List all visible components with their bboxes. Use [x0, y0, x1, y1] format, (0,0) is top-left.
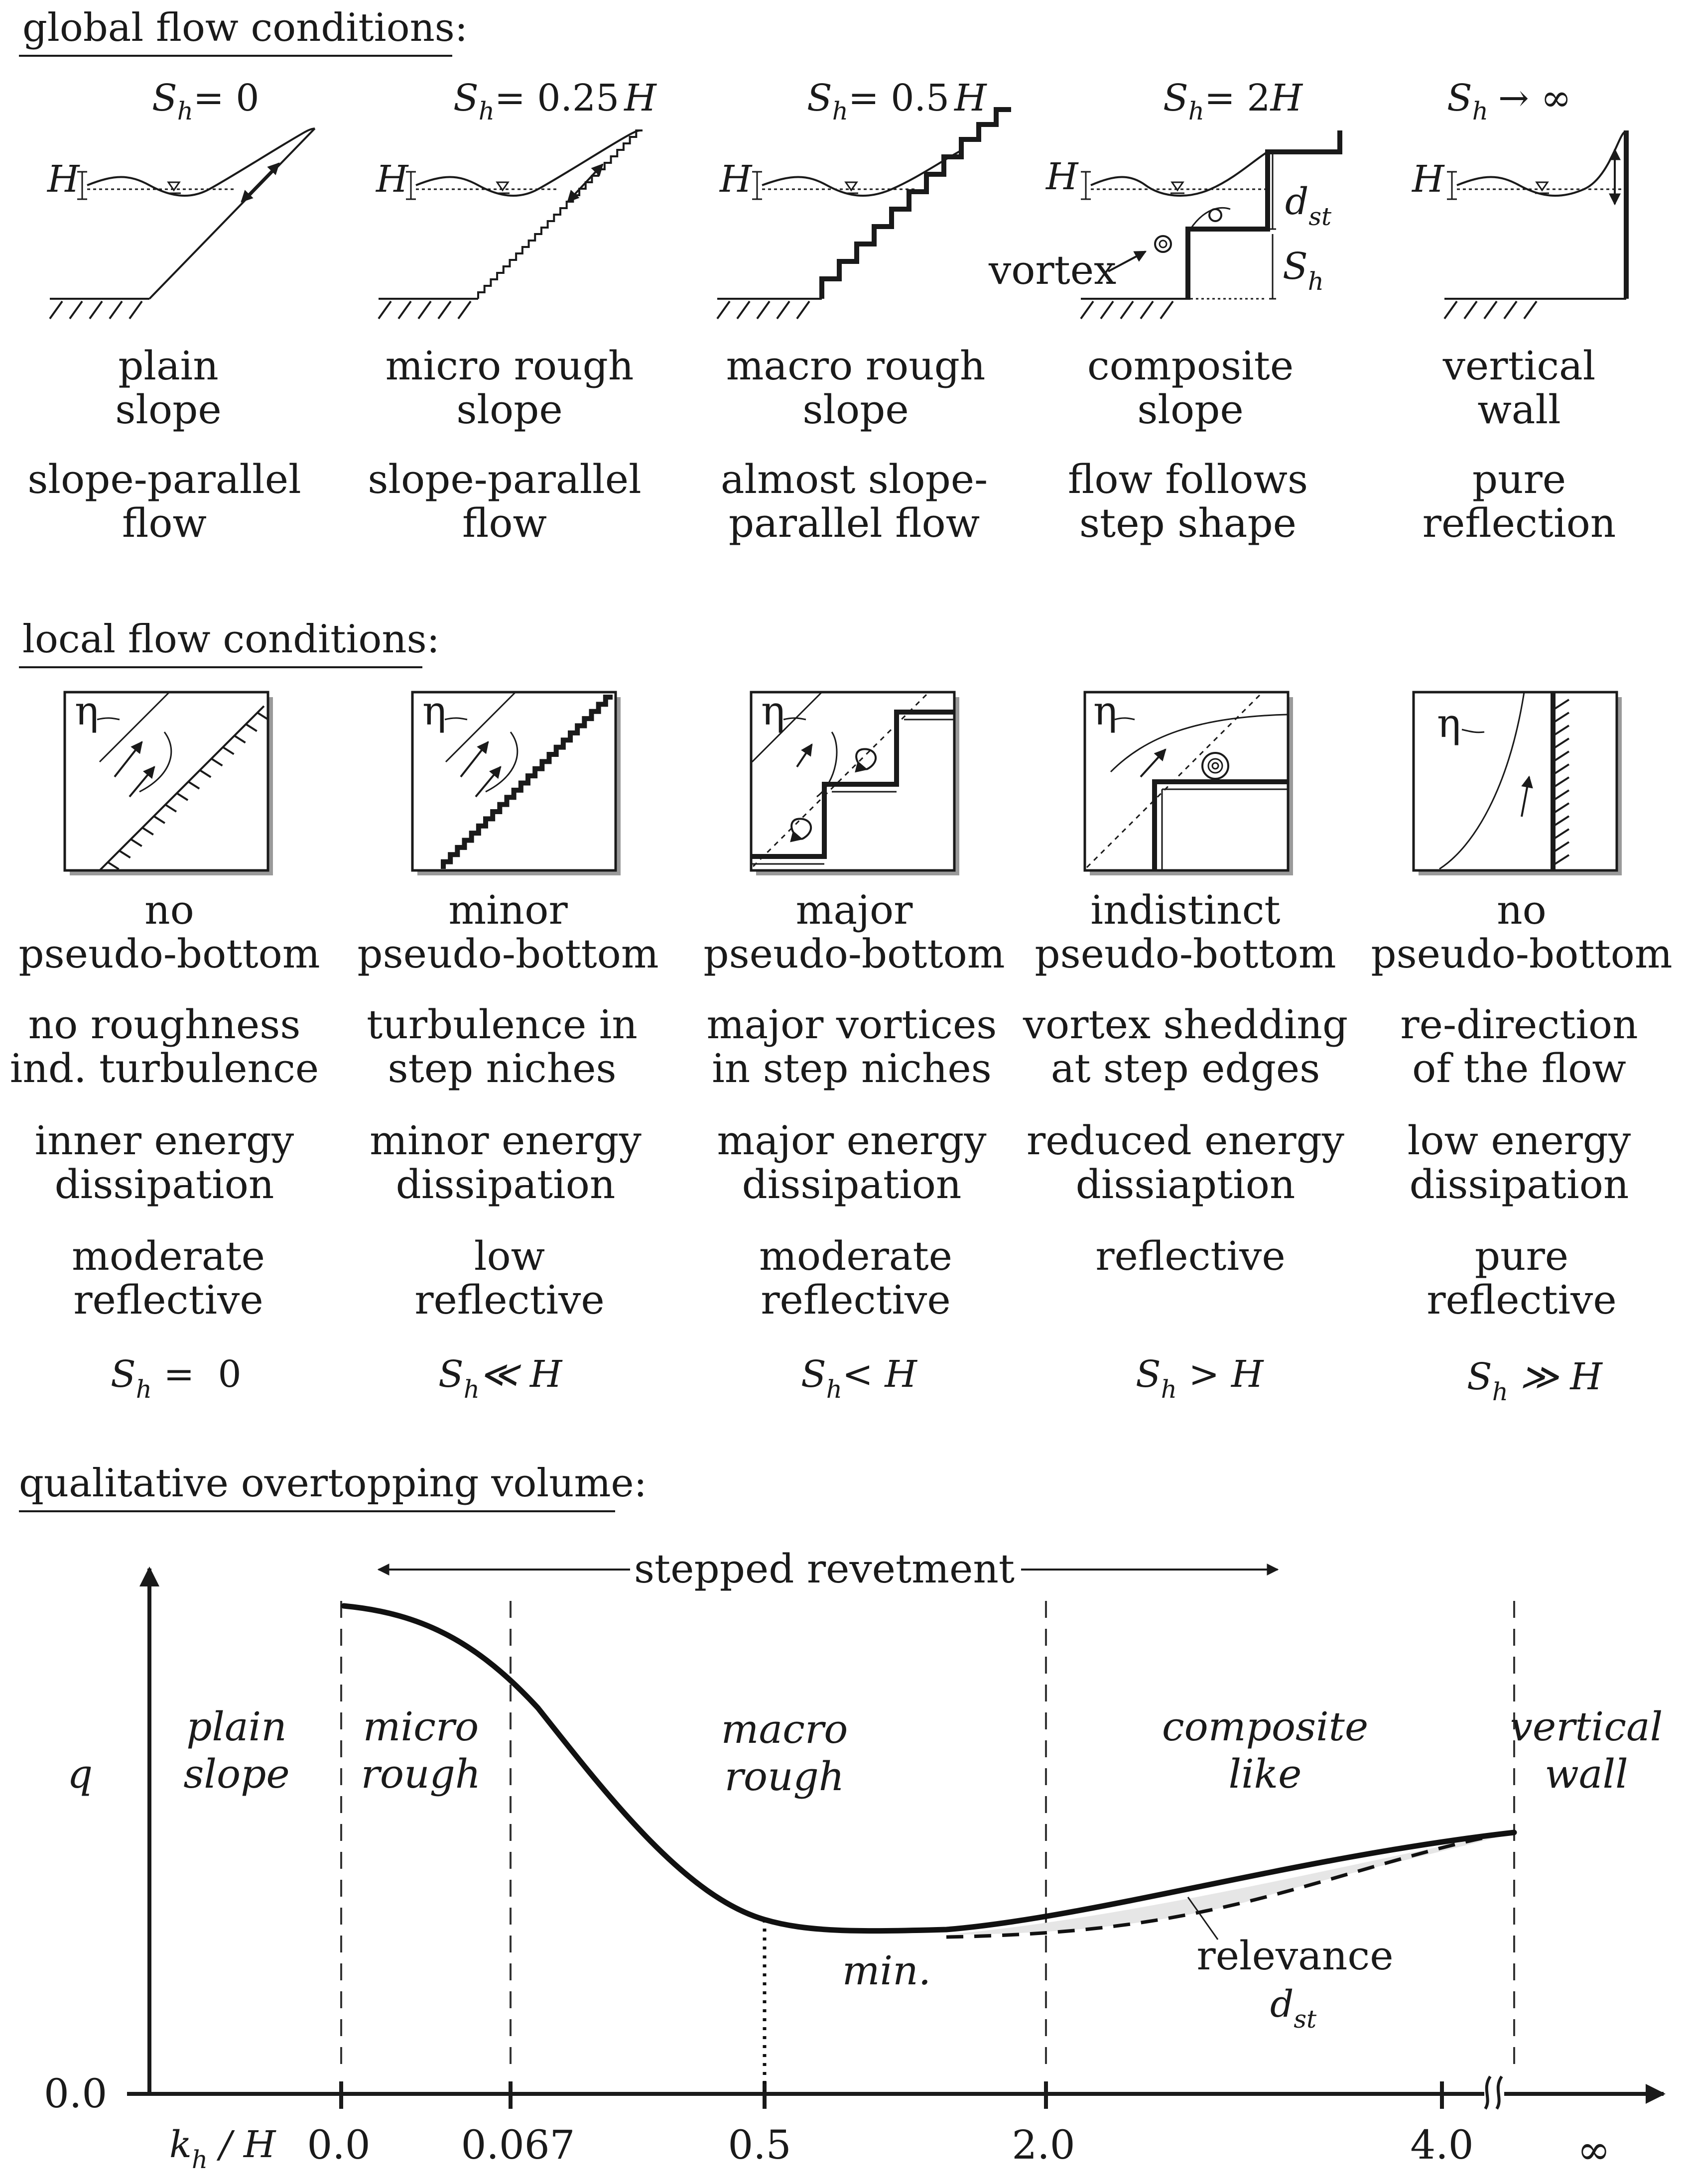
type-composite-line1: composite	[1087, 343, 1294, 389]
turb-3-line1: major vortices	[706, 1001, 997, 1048]
refl-4-line1: reflective	[1095, 1233, 1286, 1279]
zone-plain-line1: plain	[186, 1703, 287, 1750]
bottom-3-line2: pseudo-bottom	[703, 931, 1005, 977]
wave-height-label: H	[47, 158, 80, 201]
bottom-2-line1: minor	[448, 887, 568, 933]
eta-label-2: η	[422, 688, 446, 734]
sh-label-micro: $S_h= 0.25$ H	[453, 77, 656, 125]
refl-5-line2: reflective	[1427, 1277, 1617, 1323]
local-turbulence-row	[10, 1001, 1638, 1092]
energy-3-line2: dissipation	[742, 1161, 962, 1208]
x-tick-label-5: ∞	[1577, 2127, 1611, 2173]
bottom-1-line2: pseudo-bottom	[18, 931, 320, 977]
sketch-micro-rough-slope	[375, 130, 643, 319]
eta-label-3: η	[761, 688, 785, 734]
relation-4: $S_h > H$	[1136, 1353, 1264, 1404]
turb-5-line2: of the flow	[1412, 1045, 1626, 1092]
local-box-macro	[751, 688, 959, 875]
zone-wall-line1: vertical	[1510, 1703, 1663, 1750]
turb-5-line1: re-direction	[1400, 1001, 1638, 1048]
flow-macro-line2: parallel flow	[728, 500, 980, 546]
energy-2-line2: dissipation	[395, 1161, 616, 1208]
zone-composite-line2: like	[1228, 1751, 1302, 1797]
energy-2-line1: minor energy	[370, 1117, 642, 1164]
flow-plain-line2: flow	[122, 500, 207, 546]
minimum-label: min.	[842, 1947, 931, 1994]
stepped-revetment-label: stepped revetment	[634, 1546, 1015, 1592]
global-sh-row	[152, 77, 1571, 125]
y-origin-label: 0.0	[44, 2070, 108, 2117]
sh-label-plain: $S_h= 0$	[152, 77, 260, 125]
local-relation-row	[111, 1353, 1603, 1406]
energy-5-line2: dissipation	[1409, 1161, 1629, 1208]
energy-1-line2: dissipation	[54, 1161, 274, 1208]
x-tick-label-4: 4.0	[1410, 2122, 1474, 2168]
section-overtopping	[19, 1461, 647, 1511]
type-wall-line1: vertical	[1442, 343, 1596, 389]
turb-1-line1: no roughness	[28, 1001, 301, 1048]
bottom-4-line1: indistinct	[1090, 887, 1281, 933]
section-global	[19, 5, 468, 56]
type-macro-line2: slope	[802, 386, 909, 433]
flow-micro-line2: flow	[462, 500, 547, 546]
local-box-plain	[65, 688, 273, 875]
turb-4-line2: at step edges	[1050, 1045, 1320, 1092]
axis-break	[1484, 2076, 1504, 2109]
type-plain-line1: plain	[118, 343, 219, 389]
zone-plain-line2: slope	[183, 1751, 290, 1797]
type-plain-line2: slope	[115, 386, 222, 433]
x-axis-label: $k_h$ / H	[169, 2123, 276, 2174]
zone-composite-line1: composite	[1162, 1703, 1369, 1750]
wave-height-label-3: H	[720, 158, 752, 201]
refl-2-line2: reflective	[414, 1277, 605, 1323]
section-title-global: global flow conditions:	[22, 5, 468, 50]
zone-macro-line2: rough	[724, 1753, 845, 1800]
relation-2: $S_h≪$ H	[438, 1353, 562, 1404]
bottom-1-line1: no	[144, 887, 194, 933]
flow-composite-line1: flow follows	[1067, 456, 1308, 502]
overtopping-chart	[44, 1546, 1664, 2174]
y-axis-label: q	[67, 1751, 93, 1797]
local-box-wall	[1414, 692, 1622, 875]
local-energy-row	[35, 1117, 1631, 1208]
zone-micro-line1: micro	[363, 1703, 479, 1750]
curve-main	[344, 1606, 1514, 1931]
x-tick-label-3: 2.0	[1012, 2122, 1075, 2168]
x-tick-labels	[307, 2122, 1610, 2173]
sketch-vertical-wall	[1411, 130, 1626, 319]
turb-4-line1: vortex shedding	[1023, 1001, 1348, 1048]
energy-4-line2: dissiaption	[1075, 1161, 1296, 1208]
x-tick-label-2: 0.5	[728, 2122, 791, 2168]
flow-wall-line2: reflection	[1422, 500, 1616, 546]
section-local	[19, 617, 440, 667]
sketch-macro-rough-slope	[717, 110, 1011, 319]
turb-3-line2: in step niches	[712, 1045, 992, 1092]
wave-height-label-5: H	[1412, 158, 1444, 201]
refl-5-line1: pure	[1474, 1233, 1569, 1279]
type-wall-line2: wall	[1477, 386, 1561, 433]
vortex-label: vortex	[989, 247, 1117, 293]
type-composite-line2: slope	[1137, 386, 1244, 433]
energy-5-line1: low energy	[1407, 1117, 1631, 1164]
sh-label-macro: $S_h= 0.5$ H	[807, 77, 987, 125]
energy-3-line1: major energy	[717, 1117, 987, 1164]
x-tick-label-0: 0.0	[307, 2122, 371, 2168]
local-box-micro	[412, 688, 621, 875]
flow-wall-line1: pure	[1472, 456, 1566, 502]
relevance-label-line1: relevance	[1196, 1933, 1394, 1979]
flow-micro-line1: slope-parallel	[368, 456, 642, 502]
bottom-2-line2: pseudo-bottom	[357, 931, 659, 977]
x-tick-label-1: 0.067	[461, 2122, 575, 2168]
relation-5: $S_h$ ≫ H	[1467, 1355, 1602, 1406]
section-title-overtopping: qualitative overtopping volume:	[19, 1461, 647, 1506]
sketch-plain-slope	[46, 128, 315, 319]
local-box-composite	[1085, 688, 1293, 875]
refl-1-line2: reflective	[73, 1277, 263, 1323]
eta-label-4: η	[1093, 688, 1117, 734]
turb-1-line2: ind. turbulence	[9, 1045, 319, 1092]
relation-3: $S_h< H$	[801, 1353, 917, 1404]
refl-1-line1: moderate	[71, 1233, 265, 1279]
relation-1: $S_h = 0$	[111, 1353, 242, 1404]
local-reflection-row	[72, 1233, 1617, 1323]
flow-plain-line1: slope-parallel	[27, 456, 301, 502]
step-depth-label: $d_{st}$	[1285, 180, 1332, 231]
eta-label-5: η	[1437, 700, 1461, 746]
wave-height-label-4: H	[1046, 155, 1078, 198]
sh-label-composite: $S_h= 2H$	[1163, 77, 1303, 125]
type-micro-line2: slope	[456, 386, 563, 433]
bottom-5-line1: no	[1497, 887, 1547, 933]
sh-label-wall: $S_h$ → ∞	[1447, 77, 1572, 125]
zone-micro-line2: rough	[361, 1751, 481, 1797]
flow-composite-line2: step shape	[1079, 500, 1297, 546]
bottom-3-line1: major	[795, 887, 913, 933]
zone-macro-line1: macro	[721, 1706, 848, 1752]
wave-height-label-2: H	[376, 158, 408, 201]
refl-3-line2: reflective	[761, 1277, 951, 1323]
turb-2-line1: turbulence in	[367, 1001, 638, 1048]
global-type-row	[115, 343, 1595, 433]
energy-4-line1: reduced energy	[1027, 1117, 1344, 1164]
type-micro-line1: micro rough	[385, 343, 634, 389]
relevance-label-line2: $d_{st}$	[1270, 1983, 1317, 2034]
local-bottom-row	[18, 887, 1672, 977]
refl-3-line1: moderate	[759, 1233, 953, 1279]
eta-label-1: η	[75, 688, 99, 734]
step-height-label: $S_h$	[1283, 245, 1324, 296]
turb-2-line2: step niches	[388, 1045, 617, 1092]
energy-1-line1: inner energy	[34, 1117, 294, 1164]
stepped-revetment-span	[379, 1546, 1278, 1592]
zone-labels	[183, 1703, 1663, 1800]
section-title-local: local flow conditions:	[22, 617, 440, 662]
bottom-4-line2: pseudo-bottom	[1035, 931, 1336, 977]
type-macro-line1: macro rough	[726, 343, 986, 389]
flow-macro-line1: almost slope-	[720, 456, 988, 502]
sketch-composite-slope	[988, 130, 1340, 319]
refl-2-line1: low	[474, 1233, 545, 1279]
bottom-5-line2: pseudo-bottom	[1371, 931, 1673, 977]
zone-wall-line2: wall	[1545, 1751, 1628, 1797]
global-flow-row	[27, 456, 1616, 546]
